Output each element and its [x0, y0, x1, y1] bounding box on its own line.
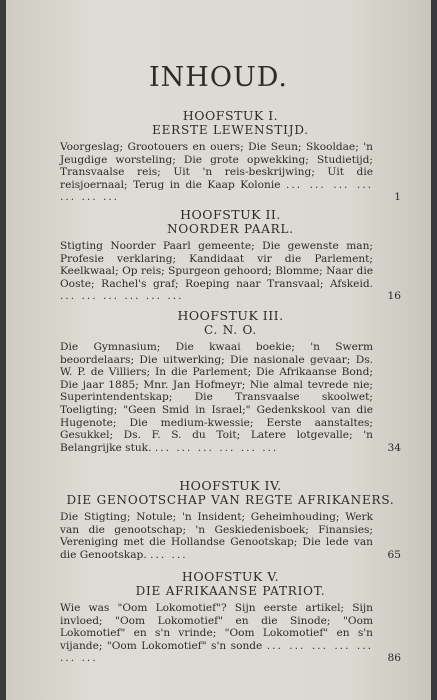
chapter-entry — [60, 240, 401, 303]
chapter-4 — [60, 478, 401, 561]
leader-dots: ... ... ... ... ... ... ... — [60, 639, 373, 665]
chapter-entry — [60, 602, 401, 665]
chapter-5 — [60, 569, 401, 665]
leader-dots: ... ... — [150, 548, 188, 561]
page-number: 34 — [387, 441, 401, 454]
leader-dots: ... ... ... ... ... ... ... — [60, 178, 373, 204]
chapter-number: HOOFSTUK III. — [177, 308, 284, 323]
chapter-1 — [60, 108, 401, 204]
chapter-entry — [60, 141, 401, 204]
chapter-number: HOOFSTUK IV. — [179, 478, 282, 493]
book-page — [6, 0, 431, 700]
page-number: 1 — [394, 191, 401, 204]
leader-dots: ... ... ... ... ... ... — [154, 441, 279, 454]
chapter-number: HOOFSTUK V. — [181, 569, 280, 584]
chapter-3 — [60, 308, 401, 454]
chapter-name: DIE GENOOTSCHAP VAN REGTE AFRIKANERS. — [66, 493, 395, 507]
contents-title: INHOUD. — [149, 62, 288, 93]
entry-text: Die Gymnasium; Die kwaai boekie; 'n Swerm beoordelaars; Die uitwerking; Die nasionale gevaar; Ds. W. P. de Villiers; In die Parlement; Die Afrikaanse Bond; Die jaar 1885; Mnr. Jan Hofmeyr; Nie almal tevrede nie; Superintendentskap; Die Transvaalse skoolwet; Toeligting; "Geen Smid in Israel;" Gedenkskool van die Hugenote; Die medium-kwessie; Eerste aanstaltes; Gesukkel; Ds. F. S. du Toit; Latere lotgevalle; 'n Belangrijke stuk. — [60, 341, 373, 454]
chapter-entry — [60, 511, 401, 561]
entry-text: Stigting Noorder Paarl gemeente; Die gewenste man; Profesie verklaring; Kandidaat vir die Parlement; Keelkwaal; Op reis; Spurgeon gehoord; Blomme; Naar die Ooste; Rachel's graf; Roeping naar Transvaal; Afskeid. — [60, 240, 373, 290]
page-number: 65 — [387, 548, 401, 561]
chapter-name: EERSTE LEWENSTIJD. — [152, 123, 309, 137]
entry-text: Voorgeslag; Grootouers en ouers; Die Seun; Skooldae; 'n Jeugdige worsteling; Die grote opwekking; Studietijd; Transvaalse reis; Uit 'n reis-beskrijwing; Uit die reisjoernaal; Terug in die Kaap Kolonie — [60, 141, 373, 191]
chapter-name: C. N. O. — [203, 323, 258, 337]
entry-text: Die Stigting; Notule; 'n Insident; Geheimhouding; Werk van die genootschap; 'n Geskiedenisboek; Finansies; Vereniging met die Hollandse Genootskap; Die lede van die Genootskap. — [60, 511, 373, 561]
entry-text: Wie was "Oom Lokomotief"? Sijn eerste artikel; Sijn invloed; "Oom Lokomotief" en die Sinode; "Oom Lokomotief" en s'n vrinde; "Oom Lokomotief" en s'n vijande; "Oom Lokomotief" s'n sonde — [60, 602, 373, 652]
page-number: 16 — [387, 290, 401, 303]
chapter-number: HOOFSTUK II. — [180, 207, 281, 222]
chapter-entry — [60, 341, 401, 454]
chapter-2 — [60, 207, 401, 303]
page-number: 86 — [387, 652, 401, 665]
chapter-name: NOORDER PAARL. — [167, 222, 294, 236]
leader-dots: ... ... ... ... ... ... — [60, 290, 184, 303]
chapter-number: HOOFSTUK I. — [182, 108, 279, 123]
chapter-name: DIE AFRIKAANSE PATRIOT. — [135, 584, 326, 598]
